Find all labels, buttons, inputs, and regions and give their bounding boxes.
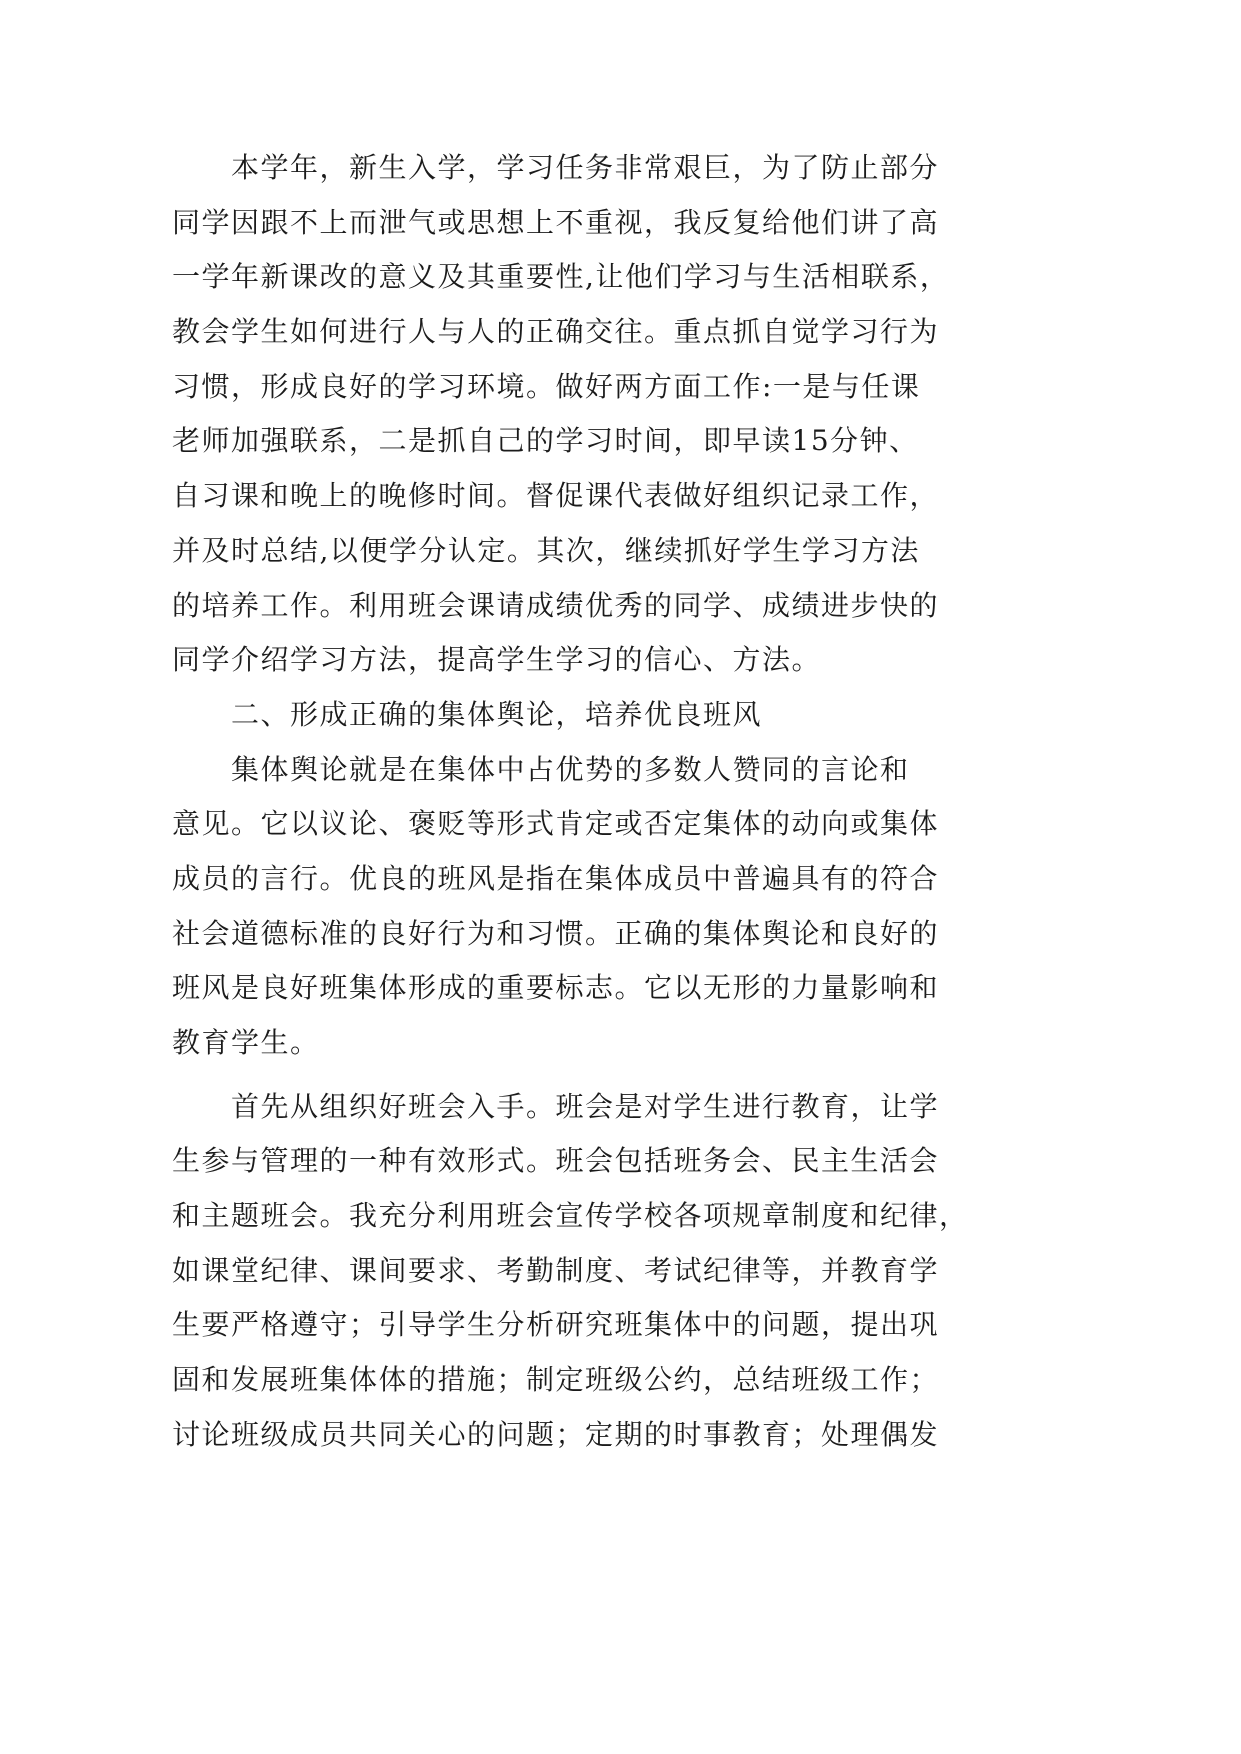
- text-line: 本学年，新生入学，学习任务非常艰巨，为了防止部分: [231, 151, 940, 184]
- text-line: 老师加强联系，二是抓自己的学习时间，即早读15分钟、: [172, 424, 919, 458]
- text-line: 首先从组织好班会入手。班会是对学生进行教育，让学: [231, 1089, 940, 1123]
- text-line: 自习课和晚上的晚修时间。督促课代表做好组织记录工作，: [172, 479, 940, 513]
- text-line: 社会道德标准的良好行为和习惯。正确的集体舆论和良好的: [172, 916, 940, 950]
- text-line: 班风是良好班集体形成的重要标志。它以无形的力量影响和: [172, 971, 940, 1005]
- text-line: 教会学生如何进行人与人的正确交往。重点抓自觉学习行为: [172, 315, 940, 349]
- section-heading-text: 二、形成正确的集体舆论，培养优良班风: [231, 697, 763, 731]
- text-line: 成员的言行。优良的班风是指在集体成员中普遍具有的符合: [172, 861, 940, 895]
- text-line: 和主题班会。我充分利用班会宣传学校各项规章制度和纪律，: [172, 1199, 969, 1233]
- paragraph-public-opinion: [172, 743, 1072, 1071]
- section-heading: [172, 688, 1072, 743]
- text-line: 教育学生。: [172, 1026, 320, 1059]
- paragraph-class-meetings: [172, 1080, 1072, 1463]
- text-line: 意见。它以议论、褒贬等形式肯定或否定集体的动向或集体: [172, 807, 940, 841]
- text-line: 同学介绍学习方法，提高学生学习的信心、方法。: [172, 643, 822, 677]
- text-line: 的培养工作。利用班会课请成绩优秀的同学、成绩进步快的: [172, 588, 940, 622]
- text-line: 同学因跟不上而泄气或思想上不重视，我反复给他们讲了高: [172, 205, 940, 239]
- document-page: [172, 141, 1072, 1463]
- text-line: 生参与管理的一种有效形式。班会包括班务会、民主生活会: [172, 1144, 940, 1178]
- text-line: 并及时总结,以便学分认定。其次，继续抓好学生学习方法: [172, 533, 920, 567]
- text-line: 习惯，形成良好的学习环境。做好两方面工作:一是与任课: [172, 369, 921, 403]
- text-line: 集体舆论就是在集体中占优势的多数人赞同的言论和: [231, 752, 910, 786]
- text-line: 固和发展班集体体的措施；制定班级公约，总结班级工作；: [172, 1363, 940, 1397]
- text-line: 如课堂纪律、课间要求、考勤制度、考试纪律等，并教育学: [172, 1253, 940, 1287]
- text-line: 讨论班级成员共同关心的问题；定期的时事教育；处理偶发: [172, 1417, 940, 1451]
- text-line: 生要严格遵守；引导学生分析研究班集体中的问题，提出巩: [172, 1308, 940, 1342]
- paragraph-study-habits: [172, 141, 1072, 688]
- text-line: 一学年新课改的意义及其重要性,让他们学习与生活相联系，: [172, 260, 950, 294]
